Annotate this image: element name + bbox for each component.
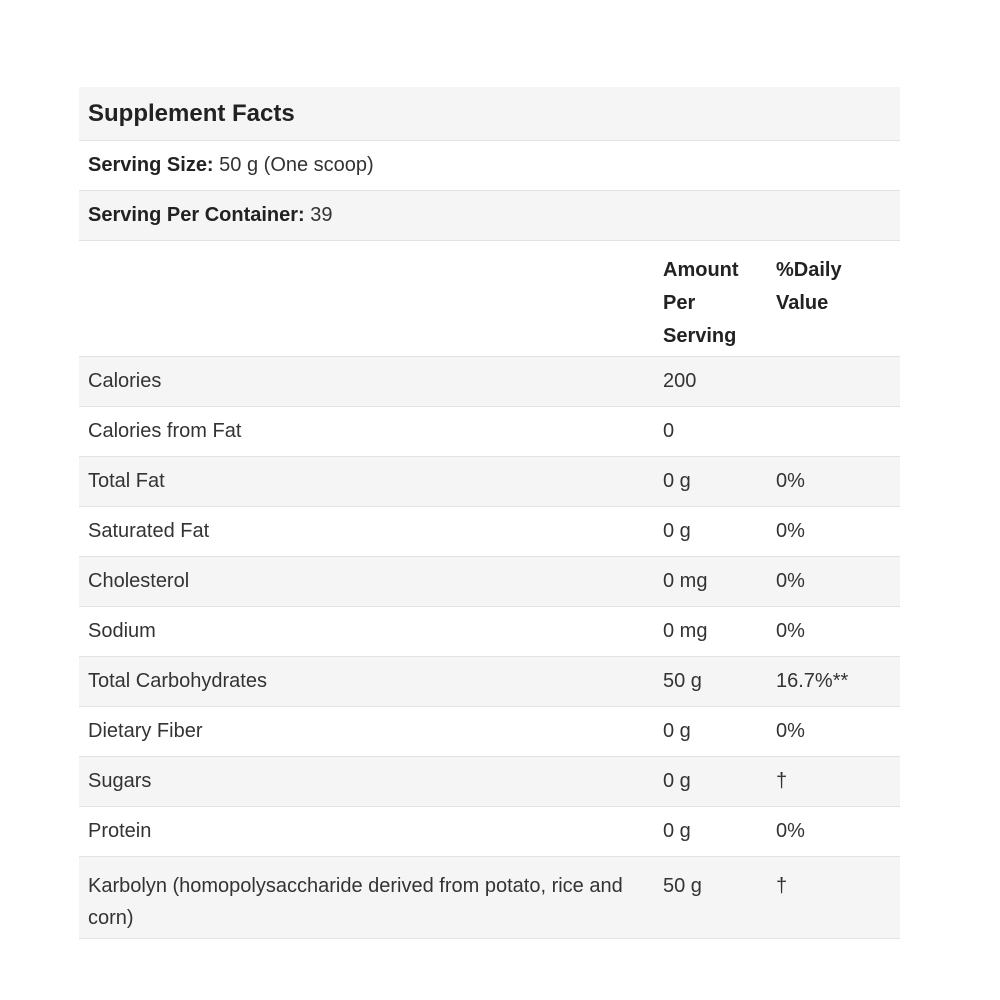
table-title: Supplement Facts — [88, 99, 295, 127]
daily-value-column-header — [776, 241, 842, 320]
dv-header-line: Value — [776, 292, 829, 314]
nutrient-name: Protein — [88, 820, 152, 842]
servings-per-container-row — [79, 191, 900, 241]
column-header-row — [79, 241, 900, 357]
nutrient-name: Calories from Fat — [88, 420, 242, 442]
amount-header-line: Amount — [663, 259, 739, 281]
nutrient-name: Total Carbohydrates — [88, 670, 267, 692]
nutrient-daily-value: 16.7%** — [776, 670, 849, 692]
nutrient-name: Dietary Fiber — [88, 720, 203, 742]
nutrient-amount: 0 mg — [663, 620, 708, 642]
nutrient-amount: 50 g — [663, 875, 702, 897]
servings-per-container-value: 39 — [310, 204, 333, 226]
nutrient-amount: 0 g — [663, 770, 691, 792]
nutrient-daily-value: † — [776, 875, 788, 897]
nutrient-daily-value: 0% — [776, 570, 805, 592]
amount-header-line: Serving — [663, 325, 737, 347]
nutrient-daily-value: 0% — [776, 820, 805, 842]
nutrient-amount: 50 g — [663, 670, 702, 692]
serving-size-row — [79, 141, 900, 191]
nutrient-amount: 0 g — [663, 820, 691, 842]
nutrient-daily-value: † — [776, 770, 788, 792]
nutrient-name: Karbolyn (homopolysaccharide derived from potato, rice and corn) — [88, 875, 623, 929]
nutrient-daily-value: 0% — [776, 520, 805, 542]
nutrient-amount: 0 g — [663, 470, 691, 492]
amount-header-line: Per — [663, 292, 696, 314]
title-row — [79, 87, 900, 141]
table-row — [79, 857, 900, 939]
table-row — [79, 407, 900, 457]
supplement-facts-table — [79, 87, 900, 939]
nutrient-daily-value: 0% — [776, 720, 805, 742]
dv-header-line: %Daily — [776, 259, 842, 281]
nutrient-name: Calories — [88, 370, 162, 392]
nutrient-name: Sugars — [88, 770, 152, 792]
table-row — [79, 657, 900, 707]
table-row — [79, 457, 900, 507]
nutrient-amount: 0 mg — [663, 570, 708, 592]
nutrient-amount: 0 g — [663, 720, 691, 742]
serving-size — [79, 154, 374, 177]
amount-column-header — [654, 241, 776, 353]
table-row — [79, 707, 900, 757]
servings-per-container-label: Serving Per Container: — [88, 204, 305, 226]
nutrient-daily-value: 0% — [776, 620, 805, 642]
nutrient-amount: 0 — [663, 420, 675, 442]
table-row — [79, 357, 900, 407]
nutrient-amount: 200 — [663, 370, 697, 392]
nutrient-name: Saturated Fat — [88, 520, 210, 542]
serving-size-value: 50 g (One scoop) — [219, 154, 374, 176]
nutrient-name: Total Fat — [88, 470, 165, 492]
nutrient-name: Sodium — [88, 620, 156, 642]
table-row — [79, 507, 900, 557]
table-row — [79, 757, 900, 807]
table-row — [79, 807, 900, 857]
serving-size-label: Serving Size: — [88, 154, 214, 176]
table-row — [79, 607, 900, 657]
table-row — [79, 557, 900, 607]
nutrient-name: Cholesterol — [88, 570, 190, 592]
servings-per-container — [79, 204, 333, 227]
nutrient-amount: 0 g — [663, 520, 691, 542]
nutrient-daily-value: 0% — [776, 470, 805, 492]
